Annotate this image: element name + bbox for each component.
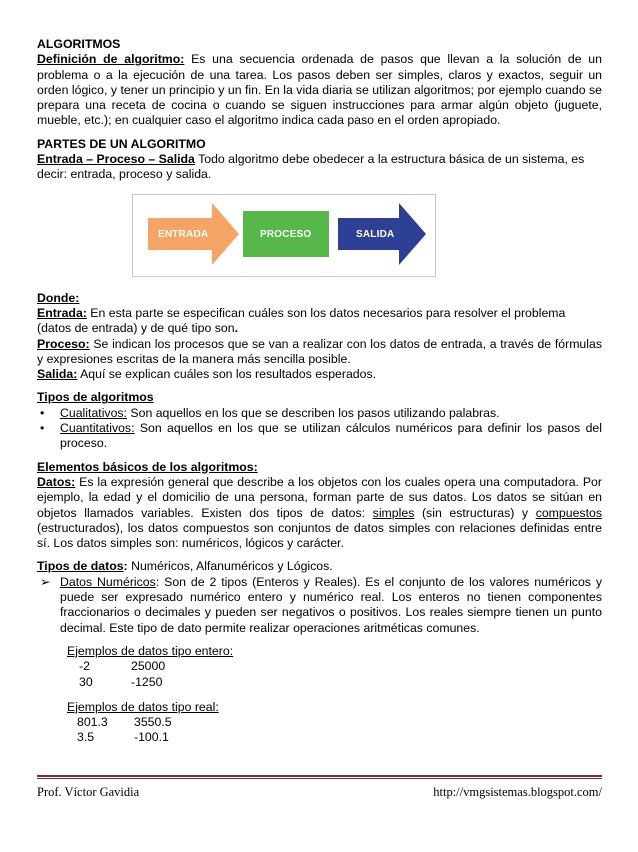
proceso-paragraph: Proceso: Se indican los procesos que se van a realizar con los datos de entrada, a través de fórmulas y expresiones escritas de la manera más sencilla posible. xyxy=(37,336,602,366)
parts-title: PARTES DE UN ALGORITMO xyxy=(37,136,206,151)
table-row: 30 -1250 xyxy=(79,674,163,689)
tipos-datos-paragraph: Tipos de datos: Numéricos, Alfanuméricos y Lógicos. xyxy=(37,559,333,574)
footer-rule-thin xyxy=(37,778,602,779)
bullet-icon: • xyxy=(40,421,45,436)
datos-numericos-list xyxy=(37,575,602,636)
list-item: ➢ Datos Numéricos: Son de 2 tipos (Enteros y Reales). Es el conjunto de los valores numéricos y puede ser expresado numérico entero y numérico real. Los enteros no tienen componentes fraccionarios o decimales y pueden ser negativos o positivos. Los reales siempre tienen un punto decimal. Este tipo de dato permite realizar operaciones aritméticas comunes. xyxy=(40,574,602,635)
list-item: • Cuantitativos: Son aquellos en los que se utilizan cálculos numéricos para definir los pasos del proceso. xyxy=(40,421,602,451)
proceso-box xyxy=(243,211,329,257)
arrow-bullet-icon: ➢ xyxy=(40,574,51,589)
datos-paragraph: Datos: Es la expresión general que describe a los objetos con los cuales opera una computadora. Por ejemplo, la edad y el domicilio de una persona, forman parte de sus datos. Los datos se sitúan en objetos llamados variables. Existen dos tipos de datos: simples (sin estructuras) y compuestos (estructurados), los datos compuestos son conjuntos de datos simples con relaciones definidas entre sí. Los datos simples son: numéricos, lógicos y carácter. xyxy=(37,474,602,551)
tipos-algoritmos-list xyxy=(37,406,602,452)
salida-paragraph: Salida: Aquí se explican cuáles son los resultados esperados. xyxy=(37,367,377,382)
donde-title: Donde: xyxy=(37,290,80,305)
footer-url[interactable]: http://vmgsistemas.blogspot.com/ xyxy=(433,785,602,799)
salida-label: SALIDA xyxy=(356,228,395,240)
parts-paragraph: Entrada – Proceso – Salida Todo algoritmo debe obedecer a la estructura básica de un sistema, es decir: entrada, proceso y salida. xyxy=(37,152,585,182)
entrada-arrow xyxy=(148,203,239,265)
table-row: 801.3 3550.5 xyxy=(77,715,172,730)
definition-label: Definición de algoritmo: xyxy=(37,52,185,67)
document-body xyxy=(37,37,602,746)
entrada-label: ENTRADA xyxy=(158,228,209,240)
elementos-title: Elementos básicos de los algoritmos: xyxy=(37,459,258,474)
tipos-algoritmos-title: Tipos de algoritmos xyxy=(37,390,154,405)
footer-author: Prof. Víctor Gavidia xyxy=(37,785,140,799)
table-row: -2 25000 xyxy=(79,659,166,674)
page-footer xyxy=(37,785,602,800)
salida-arrow xyxy=(338,203,426,265)
proceso-label: PROCESO xyxy=(260,228,312,240)
algorithm-flow-diagram xyxy=(132,194,436,277)
ejemplos-entero-title: Ejemplos de datos tipo entero: xyxy=(67,643,234,658)
bullet-icon: • xyxy=(40,405,45,420)
entrada-paragraph: Entrada: En esta parte se especifican cuáles son los datos necesarios para resolver el problema (datos de entrada) y de qué tipo son. xyxy=(37,305,566,336)
footer-rule xyxy=(37,775,602,777)
table-row: 3.5 -100.1 xyxy=(77,730,169,745)
ejemplos-real-title: Ejemplos de datos tipo real: xyxy=(67,699,219,714)
list-item: • Cualitativos: Son aquellos en los que se describen los pasos utilizando palabras. xyxy=(40,405,500,420)
parts-label: Entrada – Proceso – Salida xyxy=(37,152,195,167)
definition-paragraph: Definición de algoritmo: Es una secuencia ordenada de pasos que llevan a la solución de un problema o a la ejecución de una tarea. Los pasos deben ser simples, claros y exactos, seguir un orden lógico, y tener un principio y un fin. En la vida diaria se utilizan algoritmos; por ejemplo cuando se prepara una receta de cocina o cuando se siguen instrucciones para armar algún objeto (juguete, mueble, etc.); en cualquier caso el algoritmo indica cada paso en el orden apropiado. xyxy=(37,52,602,128)
page-heading: ALGORITMOS xyxy=(37,37,121,51)
